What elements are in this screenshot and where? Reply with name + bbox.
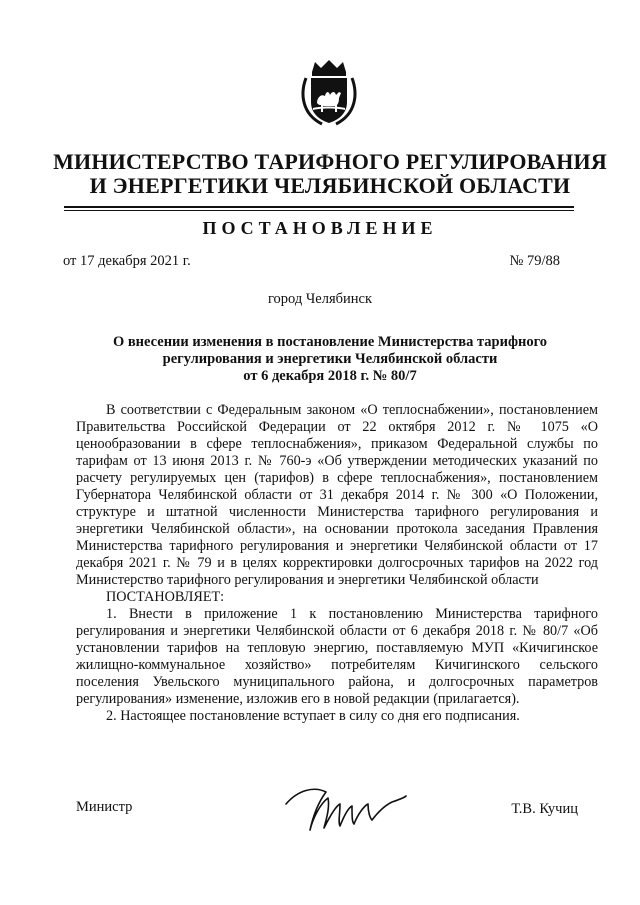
document-number: № 79/88 <box>509 253 560 269</box>
resolution-item-2: 2. Настоящее постановление вступает в силу со дня его подписания. <box>106 708 520 724</box>
header-divider-thick <box>64 206 574 208</box>
signatory-name: Т.В. Кучиц <box>511 801 578 817</box>
document-type: ПОСТАНОВЛЕНИЕ <box>202 218 438 238</box>
signatory-title: Министр <box>76 799 133 815</box>
document-city: город Челябинск <box>267 291 373 307</box>
resolution-item-1: 1. Внести в приложение 1 к постановлению Министерства тарифного регулирования и энергетики Челябинской области от 6 декабря 2018 г. № 80/7 «Об установлении тарифов на тепловую энергию, поставляемую МУП «Кичигинское жилищно-коммунальное хозяйство» потребителям Кичигинского сельского поселения Увельского муниципального района, и долгосрочных параметров регулирования» изменение, изложив его в новой редакции (прилагается). <box>76 606 598 707</box>
header-divider-thin <box>64 210 574 211</box>
handwritten-signature <box>280 782 410 842</box>
chelyabinsk-coat-of-arms-icon <box>298 58 360 128</box>
preamble-paragraph: В соответствии с Федеральным законом «О теплоснабжении», постановлением Правительства Российской Федерации от 22 октября 2012 г. № 1075 «О ценообразовании в сфере теплоснабжения», приказом Федеральной службы по тарифам от 13 июня 2013 г. № 760-э «Об утверждении методических указаний по расчету регулируемых цен (тарифов) в сфере теплоснабжения», постановлением Губернатора Челябинской области от 31 декабря 2014 г. № 300 «О Положении, структуре и штатной численности Министерства тарифного регулирования и энергетики Челябинской области», на основании протокола заседания Правления Министерства тарифного регулирования и энергетики Челябинской области от 17 декабря 2021 г. № 79 и в целях корректировки долгосрочных тарифов на 2022 год Министерство тарифного регулирования и энергетики Челябинской области <box>76 402 598 588</box>
subject-line-1: О внесении изменения в постановление Министерства тарифного <box>112 334 548 350</box>
subject-line-2: регулирования и энергетики Челябинской области <box>162 351 498 367</box>
document-date: от 17 декабря 2021 г. <box>63 253 191 269</box>
document-subject <box>80 334 580 385</box>
ministry-name <box>40 150 620 198</box>
subject-line-3: от 6 декабря 2018 г. № 80/7 <box>243 368 417 384</box>
resolves-heading: ПОСТАНОВЛЯЕТ: <box>106 589 225 605</box>
document-body <box>76 402 598 725</box>
ministry-name-line-2: И ЭНЕРГЕТИКИ ЧЕЛЯБИНСКОЙ ОБЛАСТИ <box>89 173 571 198</box>
ministry-name-line-1: МИНИСТЕРСТВО ТАРИФНОГО РЕГУЛИРОВАНИЯ <box>53 149 607 174</box>
